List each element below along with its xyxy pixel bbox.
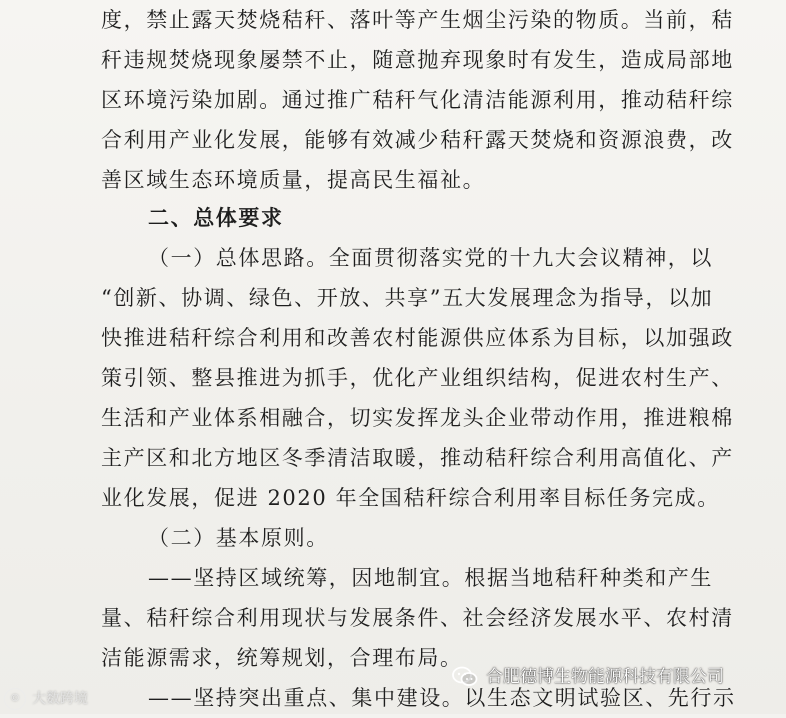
source-watermark [4,684,88,714]
text-line-7: （一）总体思路。全面贯彻落实党的十九大会议精神，以 [148,246,713,270]
text-line-17: 洁能源需求，统筹规划，合理布局。 [101,646,463,670]
text-line-1: 度，禁止露天焚烧秸秆、落叶等产生烟尘污染的物质。当前，秸 [101,8,734,32]
text-line-13: 业化发展，促进 2020 年全国秸秆综合利用率目标任务完成。 [101,486,720,510]
text-line-4: 合利用产业化发展，能够有效减少秸秆露天焚烧和资源浪费，改 [101,128,734,152]
text-line-11: 生活和产业体系相融合，切实发挥龙头企业带动作用，推进粮棉 [101,406,734,430]
source-watermark-text: 大数跨境 [32,691,88,707]
text-line-12: 主产区和北方地区冬季清洁取暖，推动秸秆综合利用高值化、产 [101,446,734,470]
wechat-watermark-text: 合肥德博生物能源科技有限公司 [486,667,724,687]
text-line-8: “创新、协调、绿色、开放、共享”五大发展理念为指导，以加 [101,286,714,310]
text-line-10: 策引领、整县推进为抓手，优化产业组织结构，促进农村生产、 [101,366,734,390]
text-line-3: 区环境污染加剧。通过推广秸秆气化清洁能源利用，推动秸秆综 [101,88,734,112]
circle-logo-icon: © [4,688,26,710]
wechat-icon [452,666,478,688]
subsection-heading: （二）基本原则。 [148,526,329,550]
text-line-18: ——坚持突出重点、集中建设。以生态文明试验区、先行示 [148,686,736,710]
text-line-2: 秆违规焚烧现象屡禁不止，随意抛弃现象时有发生，造成局部地 [101,48,734,72]
text-line-5: 善区域生态环境质量，提高民生福祉。 [101,168,486,192]
text-line-16: 量、秸秆综合利用现状与发展条件、社会经济发展水平、农村清 [101,606,734,630]
text-line-15: ——坚持区域统筹，因地制宜。根据当地秸秆种类和产生 [148,566,713,590]
section-heading: 二、总体要求 [148,205,284,230]
text-line-9: 快推进秸秆综合利用和改善农村能源供应体系为目标，以加强政 [101,326,734,350]
wechat-watermark [452,660,724,694]
